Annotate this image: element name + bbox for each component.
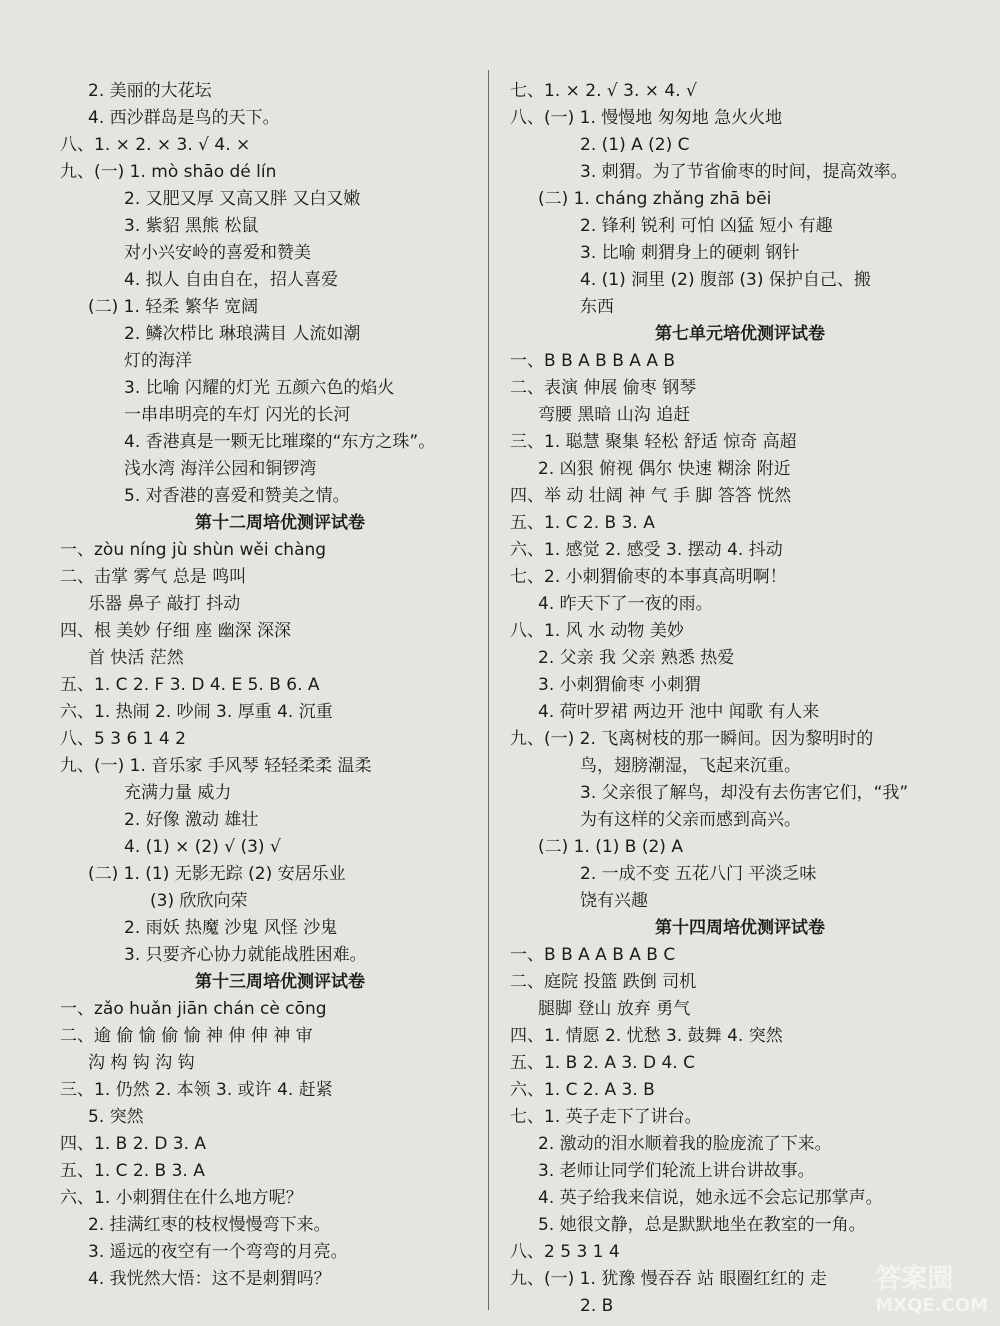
answer-line: 3. 老师让同学们轮流上讲台讲故事。: [538, 1161, 815, 1181]
answer-line: 六、1. C 2. A 3. B: [510, 1080, 655, 1100]
answer-line: 九、(一) 1. mò shāo dé lín: [60, 162, 277, 182]
answer-line: 2. 一成不变 五花八门 平淡乏味: [580, 864, 817, 884]
answer-line: 灯的海洋: [124, 351, 192, 371]
answer-line: 4. 英子给我来信说，她永远不会忘记那掌声。: [538, 1188, 883, 1208]
answer-line: 4. 拟人 自由自在，招人喜爱: [124, 270, 339, 290]
answer-line: 一、zòu níng jù shùn wěi chàng: [60, 540, 327, 560]
column-divider: [488, 70, 489, 1310]
answer-line: (3) 欣欣向荣: [150, 891, 248, 911]
answer-line: 浅水湾 海洋公园和铜锣湾: [124, 459, 317, 479]
answer-line: 五、1. B 2. A 3. D 4. C: [510, 1053, 695, 1073]
answer-line: 九、(一) 1. 音乐家 手风琴 轻轻柔柔 温柔: [60, 756, 372, 776]
watermark-logo: [875, 1258, 988, 1316]
watermark-url: MXQE.COM: [875, 1295, 988, 1316]
answer-line: 3. 比喻 闪耀的灯光 五颜六色的焰火: [124, 378, 395, 398]
answer-line: 四、1. 情愿 2. 忧愁 3. 鼓舞 4. 突然: [510, 1026, 783, 1046]
answer-line: 一串串明亮的车灯 闪光的长河: [124, 405, 351, 425]
answer-line: 八、1. × 2. × 3. √ 4. ×: [60, 135, 251, 155]
answer-line: 对小兴安岭的喜爱和赞美: [124, 243, 311, 263]
answer-line: 七、1. 英子走下了讲台。: [510, 1107, 702, 1127]
answer-line: 2. B: [580, 1296, 614, 1316]
answer-line: 四、举 动 壮阔 神 气 手 脚 答答 恍然: [510, 486, 792, 506]
answer-line: 五、1. C 2. B 3. A: [510, 513, 655, 533]
answer-line: 4. (1) × (2) √ (3) √: [124, 837, 281, 857]
answer-line: 九、(一) 1. 犹豫 慢吞吞 站 眼圈红红的 走: [510, 1269, 827, 1289]
answer-line: (二) 1. (1) 无影无踪 (2) 安居乐业: [88, 864, 346, 884]
answer-line: 3. 父亲很了解鸟，却没有去伤害它们，“我”: [580, 783, 909, 803]
answer-line: (二) 1. cháng zhǎng zhā bēi: [538, 189, 772, 209]
right-column: [510, 78, 950, 1320]
answer-line: 3. 只要齐心协力就能战胜困难。: [124, 945, 367, 965]
answer-line: 2. 又肥又厚 又高又胖 又白又嫩: [124, 189, 361, 209]
section-heading: 第十四周培优测评试卷: [655, 918, 825, 938]
answer-line: 六、1. 感觉 2. 感受 3. 摆动 4. 抖动: [510, 540, 783, 560]
answer-line: 2. 雨妖 热魔 沙鬼 风怪 沙鬼: [124, 918, 338, 938]
answer-line: 2. 父亲 我 父亲 熟悉 热爱: [538, 648, 735, 668]
answer-line: 乐器 鼻子 敲打 抖动: [88, 594, 241, 614]
answer-line: 五、1. C 2. B 3. A: [60, 1161, 205, 1181]
answer-line: 六、1. 热闹 2. 吵闹 3. 厚重 4. 沉重: [60, 702, 333, 722]
answer-line: 4. 昨天下了一夜的雨。: [538, 594, 713, 614]
answer-line: 八、2 5 3 1 4: [510, 1242, 620, 1262]
answer-line: (二) 1. 轻柔 繁华 宽阔: [88, 297, 259, 317]
answer-line: 八、(一) 1. 慢慢地 匆匆地 急火火地: [510, 108, 783, 128]
answer-line: 4. 西沙群岛是鸟的天下。: [88, 108, 280, 128]
answer-line: 弯腰 黑暗 山沟 追赶: [538, 405, 691, 425]
answer-line: 八、1. 风 水 动物 美妙: [510, 621, 684, 641]
answer-line: 六、1. 小刺猬住在什么地方呢？: [60, 1188, 303, 1208]
answer-line: 3. 刺猬。为了节省偷枣的时间，提高效率。: [580, 162, 908, 182]
answer-line: 2. 美丽的大花坛: [88, 81, 212, 101]
answer-line: 2. 鳞次栉比 琳琅满目 人流如潮: [124, 324, 361, 344]
answer-line: 二、逾 偷 愉 偷 愉 神 伸 伸 神 审: [60, 1026, 313, 1046]
answer-line: 充满力量 威力: [124, 783, 232, 803]
answer-line: 三、1. 仍然 2. 本领 3. 或许 4. 赶紧: [60, 1080, 333, 1100]
section-heading: 第七单元培优测评试卷: [655, 324, 825, 344]
answer-line: 饶有兴趣: [580, 891, 648, 911]
section-heading: 第十三周培优测评试卷: [195, 972, 365, 992]
watermark-text: 答案圈: [875, 1264, 954, 1294]
answer-line: 5. 突然: [88, 1107, 144, 1127]
answer-line: 3. 紫貂 黑熊 松鼠: [124, 216, 259, 236]
answer-line: 鸟，翅膀潮湿，飞起来沉重。: [580, 756, 801, 776]
answer-line: 七、1. × 2. √ 3. × 4. √: [510, 81, 697, 101]
answer-line: 沟 构 钩 沟 钩: [88, 1053, 195, 1073]
answer-line: 5. 对香港的喜爱和赞美之情。: [124, 486, 350, 506]
answer-line: 3. 比喻 刺猬身上的硬刺 钢针: [580, 243, 800, 263]
answer-line: 4. 香港真是一颗无比璀璨的“东方之珠”。: [124, 432, 436, 452]
answer-line: 为有这样的父亲而感到高兴。: [580, 810, 801, 830]
answer-line: 2. 好像 激动 雄壮: [124, 810, 259, 830]
answer-line: (二) 1. (1) B (2) A: [538, 837, 683, 857]
answer-line: 四、1. B 2. D 3. A: [60, 1134, 207, 1154]
answer-line: 二、表演 伸展 偷枣 钢琴: [510, 378, 697, 398]
answer-line: 七、2. 小刺猬偷枣的本事真高明啊！: [510, 567, 787, 587]
answer-line: 九、(一) 2. 飞离树枝的那一瞬间。因为黎明时的: [510, 729, 874, 749]
answer-line: 东西: [580, 297, 614, 317]
answer-line: 一、B B A B B A A B: [510, 351, 676, 371]
answer-line: 2. 锋利 锐利 可怕 凶猛 短小 有趣: [580, 216, 833, 236]
answer-line: 2. 挂满红枣的枝杈慢慢弯下来。: [88, 1215, 331, 1235]
answer-line: 一、zǎo huǎn jiān chán cè cōng: [60, 999, 327, 1019]
left-column: [60, 78, 480, 1293]
answer-line: 一、B B A A B A B C: [510, 945, 676, 965]
answer-line: 4. (1) 洞里 (2) 腹部 (3) 保护自己、搬: [580, 270, 871, 290]
answer-line: 2. 凶狠 俯视 偶尔 快速 糊涂 附近: [538, 459, 791, 479]
answer-line: 5. 她很文静，总是默默地坐在教室的一角。: [538, 1215, 866, 1235]
answer-line: 3. 遥远的夜空有一个弯弯的月亮。: [88, 1242, 348, 1262]
answer-line: 首 快活 茫然: [88, 648, 184, 668]
answer-line: 四、根 美妙 仔细 座 幽深 深深: [60, 621, 292, 641]
answer-line: 2. (1) A (2) C: [580, 135, 690, 155]
section-heading: 第十二周培优测评试卷: [195, 513, 365, 533]
answer-line: 二、庭院 投篮 跌倒 司机: [510, 972, 697, 992]
answer-line: 五、1. C 2. F 3. D 4. E 5. B 6. A: [60, 675, 320, 695]
answer-line: 八、5 3 6 1 4 2: [60, 729, 186, 749]
answer-line: 4. 荷叶罗裙 两边开 池中 闻歌 有人来: [538, 702, 820, 722]
answer-line: 4. 我恍然大悟：这不是刺猬吗？: [88, 1269, 331, 1289]
answer-line: 三、1. 聪慧 聚集 轻松 舒适 惊奇 高超: [510, 432, 797, 452]
answer-line: 二、击掌 雾气 总是 鸣叫: [60, 567, 247, 587]
answer-line: 2. 激动的泪水顺着我的脸庞流了下来。: [538, 1134, 832, 1154]
answer-line: 3. 小刺猬偷枣 小刺猬: [538, 675, 702, 695]
answer-line: 腿脚 登山 放弃 勇气: [538, 999, 691, 1019]
